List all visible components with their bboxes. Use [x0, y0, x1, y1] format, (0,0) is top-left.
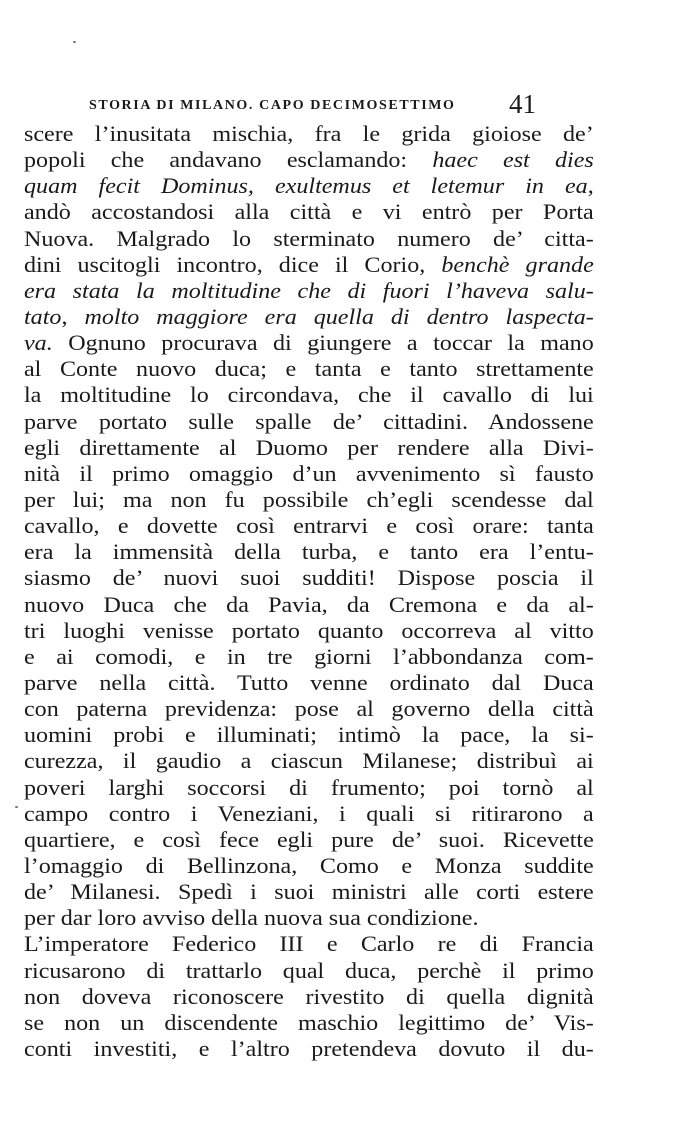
text-line	[24, 304, 594, 330]
paper-speck	[15, 806, 18, 808]
text-segment: l’omaggio di Bellinzona, Como e Monza suddite	[24, 852, 594, 878]
text-line	[24, 356, 594, 382]
text-line	[24, 775, 594, 801]
text-segment: dini uscitogli incontro, dice il Corio,	[24, 251, 442, 277]
text-line	[24, 696, 594, 722]
text-segment: nità il primo omaggio d’un avvenimento sì fausto	[24, 460, 594, 486]
text-segment: la moltitudine lo circondava, che il cavallo di lui	[24, 382, 594, 408]
text-line	[24, 722, 594, 748]
text-segment: non doveva riconoscere rivestito di quella dignità	[24, 983, 594, 1009]
text-line	[24, 618, 594, 644]
running-head: STORIA DI MILANO. CAPO DECIMOSETTIMO	[89, 98, 456, 113]
text-segment: era la immensità della turba, e tanto era l’entu-	[24, 539, 594, 565]
text-line	[24, 592, 594, 618]
text-segment: e ai comodi, e in tre giorni l’abbondanza com-	[24, 643, 594, 669]
text-segment: ,	[587, 173, 594, 199]
text-segment: per lui; ma non fu possibile ch’egli scendesse dal	[24, 486, 594, 512]
text-segment: L’imperatore Federico III e Carlo re di Francia	[24, 931, 594, 957]
text-line	[24, 199, 594, 225]
text-segment: per dar loro avviso della nuova sua condizione.	[24, 905, 479, 931]
italic-quote-segment: benchè grande	[441, 251, 594, 277]
italic-quote-segment: quam fecit Dominus, exultemus et letemur in ea	[24, 173, 588, 199]
page-number: 41	[509, 89, 536, 119]
text-line	[24, 827, 594, 853]
text-line	[24, 931, 594, 957]
text-segment: uomini probi e illuminati; intimò la pace, la si-	[24, 722, 594, 748]
text-line	[24, 487, 594, 513]
text-line	[24, 853, 594, 879]
text-line	[24, 173, 594, 199]
text-segment: ricusarono di trattarlo qual duca, perchè il primo	[24, 957, 594, 983]
italic-quote-segment: molto maggiore era quella di dentro laspecta-	[84, 303, 594, 329]
text-segment: ,	[61, 303, 85, 329]
italic-quote-segment: haec est dies	[432, 147, 594, 173]
text-segment: campo contro i Veneziani, i quali si ritirarono a	[24, 800, 594, 826]
body-text	[24, 121, 594, 1062]
text-segment: tri luoghi venisse portato quanto occorreva al vitto	[24, 617, 594, 643]
text-segment: popoli che andavano esclamando:	[24, 147, 433, 173]
text-segment: se non un discendente maschio legittimo de’ Vis-	[24, 1009, 594, 1035]
text-segment: parve nella città. Tutto venne ordinato dal Duca	[24, 669, 594, 695]
text-line	[24, 278, 594, 304]
text-line	[24, 435, 594, 461]
text-segment: egli direttamente al Duomo per rendere alla Divi-	[24, 434, 594, 460]
paper-speck	[73, 41, 76, 43]
text-line	[24, 382, 594, 408]
text-segment: Ognuno procurava di giungere a toccar la mano	[52, 330, 594, 356]
text-line	[24, 1036, 594, 1062]
page-header	[89, 89, 559, 124]
text-line	[24, 226, 594, 252]
text-segment: scere l’inusitata mischia, fra le grida gioiose de’	[24, 121, 594, 146]
italic-quote-segment: va.	[24, 330, 53, 356]
text-line	[24, 121, 594, 147]
text-segment: Nuova. Malgrado lo sterminato numero de’ citta-	[24, 225, 594, 251]
italic-quote-segment: tato	[24, 303, 62, 329]
text-segment: al Conte nuovo duca; e tanta e tanto strettamente	[24, 356, 594, 382]
text-segment: nuovo Duca che da Pavia, da Cremona e da al-	[24, 591, 594, 617]
text-segment: andò accostandosi alla città e vi entrò per Porta	[24, 199, 594, 225]
text-segment: de’ Milanesi. Spedì i suoi ministri alle corti estere	[24, 879, 594, 905]
text-line	[24, 984, 594, 1010]
text-line	[24, 801, 594, 827]
text-segment: curezza, il gaudio a ciascun Milanese; distribuì ai	[24, 748, 594, 774]
text-line	[24, 147, 594, 173]
text-line	[24, 879, 594, 905]
text-segment: parve portato sulle spalle de’ cittadini. Andossene	[24, 408, 594, 434]
text-line	[24, 748, 594, 774]
text-line	[24, 644, 594, 670]
text-line	[24, 565, 594, 591]
text-line	[24, 330, 594, 356]
text-line	[24, 539, 594, 565]
text-line	[24, 513, 594, 539]
text-line	[24, 461, 594, 487]
text-line	[24, 670, 594, 696]
text-segment: cavallo, e dovette così entrarvi e così orare: tanta	[24, 513, 594, 539]
text-segment: poveri larghi soccorsi di frumento; poi tornò al	[24, 774, 594, 800]
text-segment: quartiere, e così fece egli pure de’ suoi. Ricevette	[24, 826, 594, 852]
text-line	[24, 905, 594, 931]
text-segment: siasmo de’ nuovi suoi sudditi! Dispose poscia il	[24, 565, 594, 591]
text-line	[24, 1010, 594, 1036]
text-line	[24, 409, 594, 435]
italic-quote-segment: era stata la moltitudine che di fuori l’haveva salu-	[24, 277, 594, 303]
text-line	[24, 252, 594, 278]
text-line	[24, 958, 594, 984]
text-segment: conti investiti, e l’altro pretendeva dovuto il du-	[24, 1035, 594, 1061]
text-segment: con paterna previdenza: pose al governo della città	[24, 696, 594, 722]
